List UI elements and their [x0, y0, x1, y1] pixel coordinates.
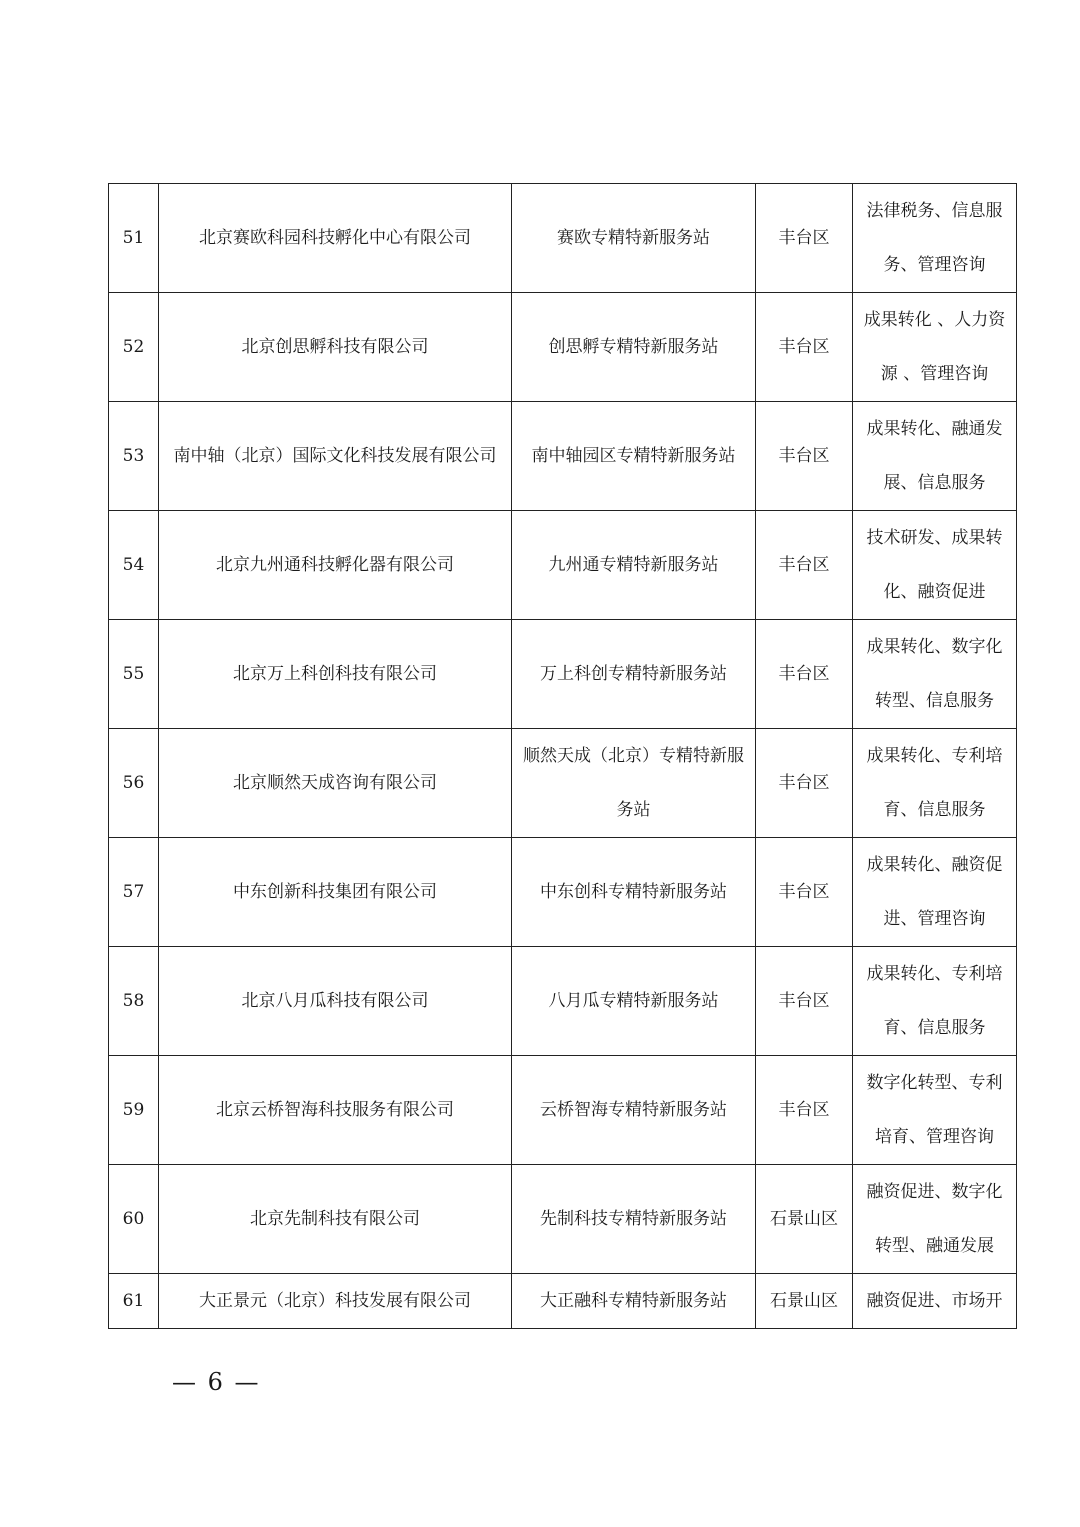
service-types: 融资促进、市场开 — [853, 1274, 1017, 1329]
table-row — [109, 184, 1017, 293]
company-name: 南中轴（北京）国际文化科技发展有限公司 — [159, 402, 512, 511]
company-name: 北京先制科技有限公司 — [159, 1165, 512, 1274]
row-number: 56 — [109, 729, 159, 838]
row-number: 51 — [109, 184, 159, 293]
company-name: 北京创思孵科技有限公司 — [159, 293, 512, 402]
service-types: 数字化转型、专利培育、管理咨询 — [853, 1056, 1017, 1165]
company-name: 北京顺然天成咨询有限公司 — [159, 729, 512, 838]
station-name: 万上科创专精特新服务站 — [512, 620, 756, 729]
station-name: 顺然天成（北京）专精特新服务站 — [512, 729, 756, 838]
row-number: 55 — [109, 620, 159, 729]
service-types: 成果转化、数字化转型、信息服务 — [853, 620, 1017, 729]
table-row — [109, 293, 1017, 402]
district: 丰台区 — [756, 293, 853, 402]
district: 丰台区 — [756, 1056, 853, 1165]
row-number: 52 — [109, 293, 159, 402]
station-name: 大正融科专精特新服务站 — [512, 1274, 756, 1329]
service-types: 成果转化、专利培育、信息服务 — [853, 947, 1017, 1056]
station-name: 八月瓜专精特新服务站 — [512, 947, 756, 1056]
station-name: 中东创科专精特新服务站 — [512, 838, 756, 947]
station-name: 九州通专精特新服务站 — [512, 511, 756, 620]
table-row — [109, 1274, 1017, 1329]
district: 丰台区 — [756, 620, 853, 729]
district: 丰台区 — [756, 947, 853, 1056]
company-name: 北京九州通科技孵化器有限公司 — [159, 511, 512, 620]
service-types: 成果转化、融资促进、管理咨询 — [853, 838, 1017, 947]
table-row — [109, 838, 1017, 947]
table-row — [109, 402, 1017, 511]
station-name: 云桥智海专精特新服务站 — [512, 1056, 756, 1165]
company-name: 北京赛欧科园科技孵化中心有限公司 — [159, 184, 512, 293]
row-number: 57 — [109, 838, 159, 947]
service-types: 成果转化、融通发展、信息服务 — [853, 402, 1017, 511]
service-station-table — [108, 183, 1017, 1329]
row-number: 60 — [109, 1165, 159, 1274]
page-number: — 6 — — [172, 1368, 261, 1396]
service-types: 成果转化、专利培育、信息服务 — [853, 729, 1017, 838]
row-number: 61 — [109, 1274, 159, 1329]
row-number: 59 — [109, 1056, 159, 1165]
row-number: 54 — [109, 511, 159, 620]
station-name: 先制科技专精特新服务站 — [512, 1165, 756, 1274]
table-row — [109, 947, 1017, 1056]
company-name: 北京云桥智海科技服务有限公司 — [159, 1056, 512, 1165]
district: 丰台区 — [756, 838, 853, 947]
service-types: 技术研发、成果转化、融资促进 — [853, 511, 1017, 620]
district: 丰台区 — [756, 184, 853, 293]
row-number: 53 — [109, 402, 159, 511]
district: 石景山区 — [756, 1165, 853, 1274]
service-types: 法律税务、信息服务、管理咨询 — [853, 184, 1017, 293]
company-name: 北京万上科创科技有限公司 — [159, 620, 512, 729]
row-number: 58 — [109, 947, 159, 1056]
station-name: 南中轴园区专精特新服务站 — [512, 402, 756, 511]
district: 丰台区 — [756, 511, 853, 620]
table-row — [109, 511, 1017, 620]
station-name: 赛欧专精特新服务站 — [512, 184, 756, 293]
table-row — [109, 620, 1017, 729]
district: 丰台区 — [756, 402, 853, 511]
table-row — [109, 1056, 1017, 1165]
district: 丰台区 — [756, 729, 853, 838]
station-name: 创思孵专精特新服务站 — [512, 293, 756, 402]
district: 石景山区 — [756, 1274, 853, 1329]
service-types: 融资促进、数字化转型、融通发展 — [853, 1165, 1017, 1274]
service-types: 成果转化 、人力资源 、管理咨询 — [853, 293, 1017, 402]
company-name: 中东创新科技集团有限公司 — [159, 838, 512, 947]
company-name: 北京八月瓜科技有限公司 — [159, 947, 512, 1056]
table-row — [109, 729, 1017, 838]
company-name: 大正景元（北京）科技发展有限公司 — [159, 1274, 512, 1329]
table-row — [109, 1165, 1017, 1274]
